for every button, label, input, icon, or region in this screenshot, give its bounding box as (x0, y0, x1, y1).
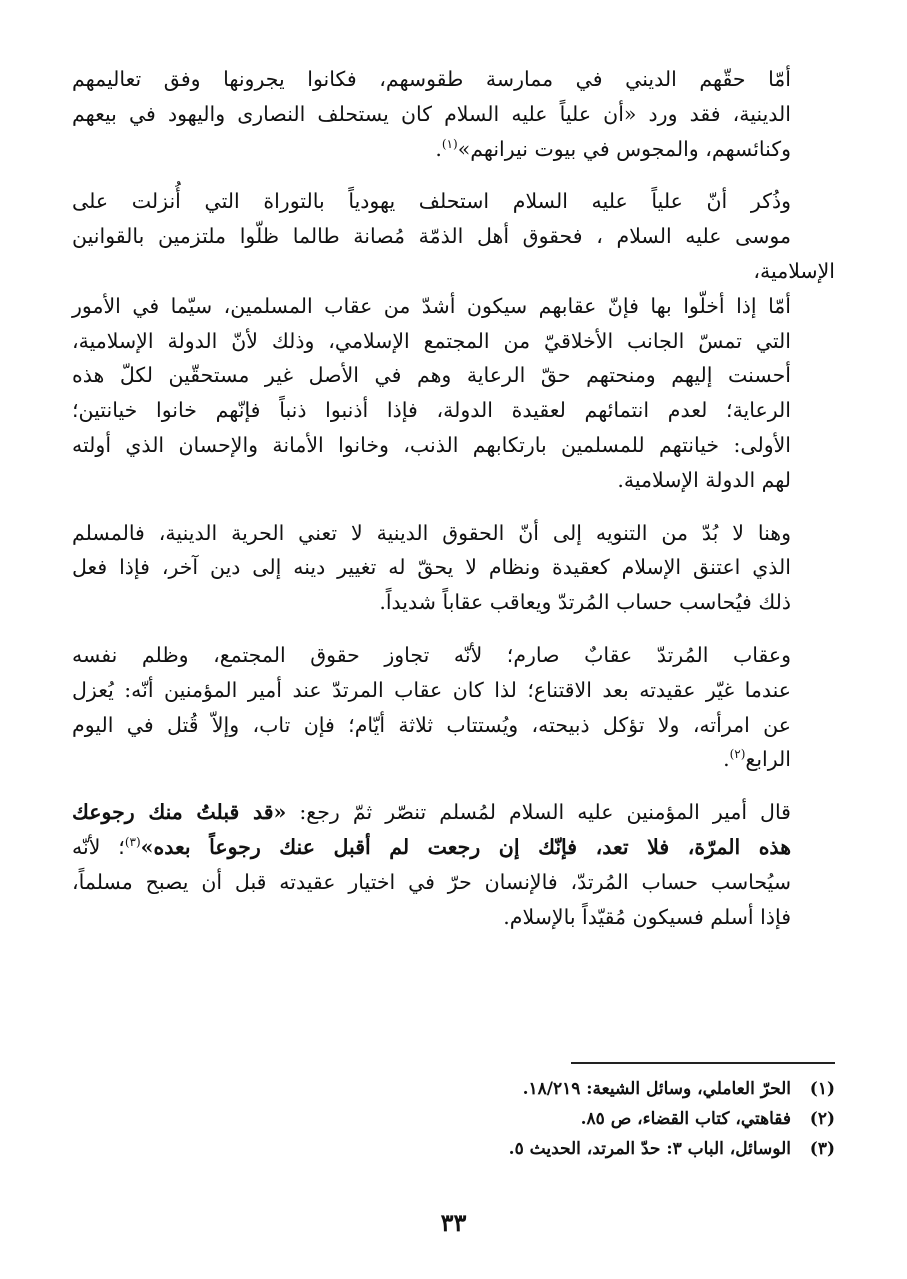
text-line (72, 742, 835, 777)
text-fragment: . (435, 136, 442, 161)
quote-text: هذه المرّة، فلا تعد، فإنّك إن رجعت لم أقبل عنك رجوعاً بعده» (140, 834, 792, 859)
footnote-text: الحرّ العاملي، وسائل الشيعة: ١٨/٢١٩. (522, 1079, 791, 1099)
footnote-number: (٣) (809, 1139, 835, 1159)
text-line: التي تمسّ الجانب الأخلاقيّ من المجتمع الإسلامي، وذلك لأنّ الدولة الإسلامية، (72, 328, 791, 353)
text-line: ذلك فيُحاسب حساب المُرتدّ ويعاقب عقاباً شديداً. (379, 590, 791, 615)
text-line: موسى عليه السلام ، فحقوق أهل الذمّة مُصانة طالما ظلّوا ملتزمين بالقوانين الإسلامية، (72, 224, 835, 283)
text-line: وذُكر أنّ علياً عليه السلام استحلف يهودياً بالتوراة التي أُنزلت على (72, 189, 791, 214)
text-line: فإذا أسلم فسيكون مُقيّداً بالإسلام. (503, 904, 791, 929)
paragraph-3 (72, 516, 835, 620)
footnote-ref[interactable]: (١) (441, 136, 458, 151)
text-line (72, 795, 835, 830)
footnote-item (72, 1134, 835, 1164)
text-line: الذي اعتنق الإسلام كعقيدة ونظام لا يحقّ له تغيير دينه إلى دين آخر، فإذا فعل (72, 555, 791, 580)
text-line: أحسنت إليهم ومنحتهم حقّ الرعاية وهم في الأصل غير مستحقّين لكلّ هذه (72, 363, 791, 388)
text-line (72, 830, 835, 865)
paragraph-2 (72, 184, 835, 497)
footnotes (72, 1074, 835, 1164)
text-line: سيُحاسب حساب المُرتدّ، فالإنسان حرّ في اختيار عقيدته قبل أن يصبح مسلماً، (72, 869, 791, 894)
text-line: أمّا إذا أخلّوا بها فإنّ عقابهم سيكون أشدّ من عقاب المسلمين، سيّما في الأمور (72, 293, 791, 318)
footnote-number: (١) (809, 1079, 835, 1099)
footnote-item (72, 1074, 835, 1104)
footnote-ref[interactable]: (٢) (729, 747, 746, 762)
footnote-text: الوسائل، الباب ٣: حدّ المرتد، الحديث ٥. (508, 1139, 791, 1159)
quote-text: «قد قبلتُ منك رجوعك (72, 800, 287, 825)
paragraph-1 (72, 62, 835, 166)
text-line: الرعاية؛ لعدم انتمائهم لعقيدة الدولة، فإذا أذنبوا ذنباً فإنّهم خانوا خيانتين؛ (72, 398, 791, 423)
text-line: لهم الدولة الإسلامية. (617, 467, 791, 492)
text-fragment: وكنائسهم، والمجوس في بيوت نيرانهم» (457, 136, 791, 161)
footnote-text: فقاهتي، كتاب القضاء، ص ٨٥. (580, 1109, 791, 1129)
text-fragment: ؛ لأنّه (72, 834, 125, 859)
page-number: ٣٣ (440, 1208, 467, 1237)
text-line: الأولى: خيانتهم للمسلمين بارتكابهم الذنب، وخانوا الأمانة والإحسان الذي أولته (72, 432, 791, 457)
text-line: عن امرأته، ولا تؤكل ذبيحته، ويُستتاب ثلاثة أيّام؛ فإن تاب، وإلاّ قُتل في اليوم (72, 712, 791, 737)
text-fragment: الرابع (745, 747, 791, 772)
text-fragment: قال أمير المؤمنين عليه السلام لمُسلم تنصّر ثمّ رجع: (286, 800, 791, 825)
text-line (72, 132, 835, 167)
paragraph-5 (72, 795, 835, 934)
text-line: عندما غيّر عقيدته بعد الاقتناع؛ لذا كان عقاب المرتدّ عند أمير المؤمنين أنّه: يُعزل (72, 677, 791, 702)
text-line: وعقاب المُرتدّ عقابٌ صارم؛ لأنّه تجاوز حقوق المجتمع، وظلم نفسه (72, 642, 791, 667)
footnote-divider (571, 1062, 835, 1064)
text-line: الدينية، فقد ورد «أن علياً عليه السلام كان يستحلف النصارى واليهود في بيعهم (72, 101, 791, 126)
footnote-ref[interactable]: (٣) (124, 835, 141, 850)
text-fragment: . (723, 747, 730, 772)
main-text (72, 62, 835, 952)
footnote-number: (٢) (809, 1109, 835, 1129)
text-line: وهنا لا بُدّ من التنويه إلى أنّ الحقوق الدينية لا تعني الحرية الدينية، فالمسلم (72, 520, 791, 545)
text-line: أمّا حقّهم الديني في ممارسة طقوسهم، فكانوا يجرونها وفق تعاليمهم (72, 67, 791, 91)
footnote-item (72, 1104, 835, 1134)
paragraph-4 (72, 638, 835, 777)
